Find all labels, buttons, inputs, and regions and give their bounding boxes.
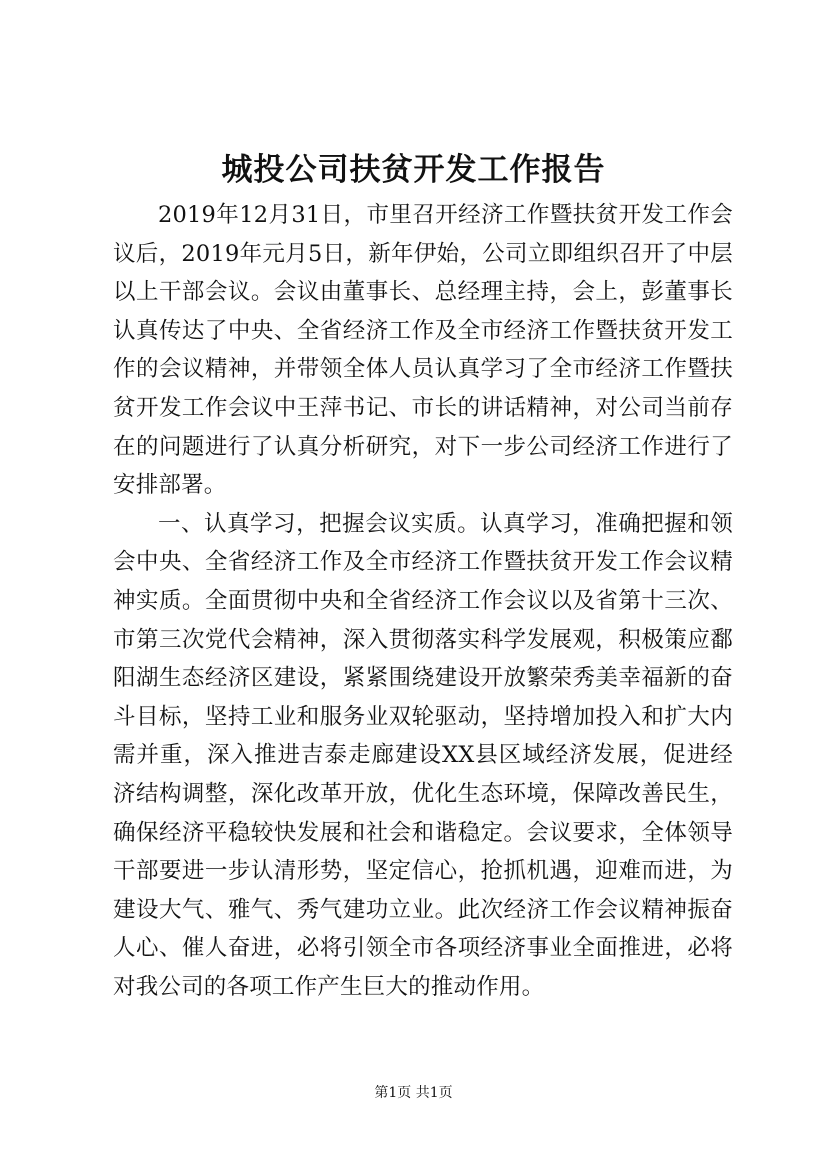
document-body — [113, 196, 733, 1006]
page-number-label: 第1页 共1页 — [374, 1085, 453, 1101]
document-title: 城投公司扶贫开发工作报告 — [221, 152, 606, 188]
paragraph-intro: 2019年12月31日，市里召开经济工作暨扶贫开发工作会议后，2019年元月5日，新年伊始，公司立即组织召开了中层以上干部会议。会议由董事长、总经理主持，会上，彭董事长认真传达了中央、全省经济工作及全市经济工作暨扶贫开发工作的会议精神，并带领全体人员认真学习了全市经济工作暨扶贫开发工作会议中王萍书记、市长的讲话精神，对公司当前存在的问题进行了认真分析研究，对下一步公司经济工作进行了安排部署。 — [113, 202, 733, 499]
page-footer — [0, 1083, 827, 1103]
paragraph-section-one: 一、认真学习，把握会议实质。认真学习，准确把握和领会中央、全省经济工作及全市经济工作暨扶贫开发工作会议精神实质。全面贯彻中央和全省经济工作会议以及省第十三次、市第三次党代会精神，深入贯彻落实科学发展观，积极策应鄱阳湖生态经济区建设，紧紧围绕建设开放繁荣秀美幸福新的奋斗目标，坚持工业和服务业双轮驱动，坚持增加投入和扩大内需并重，深入推进吉泰走廊建设XX县区域经济发展，促进经济结构调整，深化改革开放，优化生态环境，保障改善民生，确保经济平稳较快发展和社会和谐稳定。会议要求，全体领导干部要进一步认清形势，坚定信心，抢抓机遇，迎难而进，为建设大气、雅气、秀气建功立业。此次经济工作会议精神振奋人心、催人奋进，必将引领全市各项经济事业全面推进，必将对我公司的各项工作产生巨大的推动作用。 — [113, 510, 733, 1000]
